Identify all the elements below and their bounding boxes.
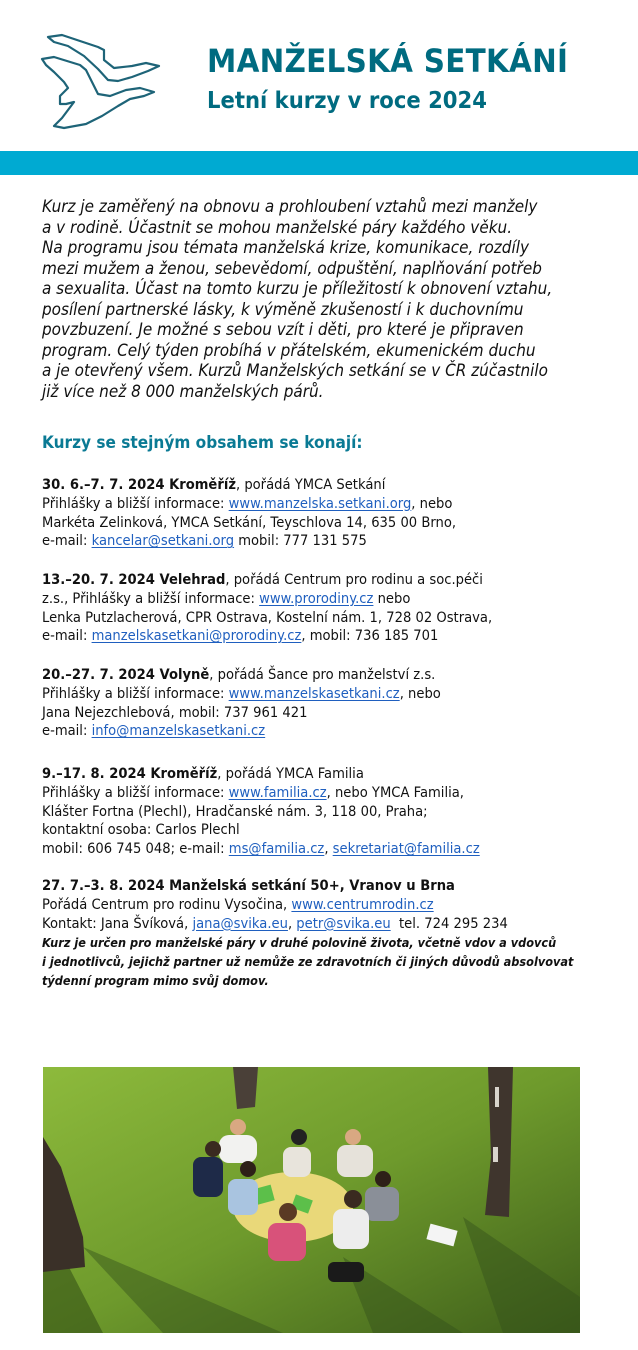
events-heading: Kurzy se stejným obsahem se konají: bbox=[42, 433, 363, 452]
separator: , bbox=[324, 840, 333, 858]
intro-line: a v rodině. Účastnit se mohou manželské páry každého věku. bbox=[42, 217, 513, 237]
event-note-line: Kurz je určen pro manželské páry v druhé polovině života, včetně vdov a vdovců bbox=[42, 935, 557, 951]
event-volyne bbox=[42, 666, 441, 741]
email-label: e-mail: bbox=[42, 532, 92, 550]
text: , nebo bbox=[399, 684, 441, 702]
event-phone: mobil: 606 745 048; e-mail: bbox=[42, 840, 229, 858]
intro-line: Na programu jsou témata manželská krize, komunikace, rozdíly bbox=[42, 238, 529, 257]
event-velehrad bbox=[42, 571, 492, 646]
event-email-link[interactable]: kancelar@setkani.org bbox=[91, 532, 235, 550]
text: , nebo YMCA Familia, bbox=[326, 783, 464, 801]
event-contact: Jana Nejezchlebová, mobil: 737 961 421 bbox=[42, 703, 308, 721]
event-date-place: 9.–17. 8. 2024 Kroměříž bbox=[42, 765, 218, 782]
intro-line: již více než 8 000 manželských párů. bbox=[42, 381, 324, 401]
intro-line: mezi mužem a ženou, sebevědomí, odpuštění, naplňování potřeb bbox=[42, 258, 542, 278]
event-organizer: , pořádá Šance pro manželství z.s. bbox=[209, 666, 436, 683]
event-email-link-secondary[interactable]: sekretariat@familia.cz bbox=[332, 840, 480, 858]
page-title: MANŽELSKÁ SETKÁNÍ bbox=[207, 42, 569, 80]
event-email-link[interactable]: jana@svika.eu bbox=[192, 914, 288, 932]
event-organizer: Pořádá Centrum pro rodinu Vysočina, bbox=[42, 895, 292, 913]
event-organizer: , pořádá YMCA Setkání bbox=[235, 476, 386, 493]
event-email-link[interactable]: manzelskasetkani@prorodiny.cz bbox=[91, 627, 302, 645]
event-phone: , mobil: 736 185 701 bbox=[301, 627, 439, 645]
photo-illustration bbox=[43, 1067, 580, 1333]
event-website-link[interactable]: www.centrumrodin.cz bbox=[291, 895, 434, 913]
event-kromeriz-setkani bbox=[42, 476, 456, 551]
event-note-line: týdenní program mimo svůj domov. bbox=[42, 973, 269, 989]
two-doves-outline-icon bbox=[40, 30, 170, 135]
intro-line: a sexualita. Účast na tomto kurzu je příležitostí k obnovení vztahu, bbox=[42, 279, 553, 298]
intro-line: a je otevřený všem. Kurzů Manželských setkání se v ČR zúčastnilo bbox=[42, 361, 548, 380]
event-date-place: 30. 6.–7. 7. 2024 Kroměříž bbox=[42, 476, 236, 493]
event-date-place: 27. 7.–3. 8. 2024 Manželská setkání 50+, Vranov u Brna bbox=[42, 877, 455, 894]
separator: , bbox=[287, 914, 297, 932]
info-label: z.s., Přihlášky a bližší informace: bbox=[42, 589, 260, 607]
intro-paragraph bbox=[42, 197, 619, 402]
event-organizer: , pořádá YMCA Familia bbox=[217, 765, 364, 782]
event-email-link[interactable]: ms@familia.cz bbox=[228, 840, 325, 858]
event-note-line: i jednotlivců, jejichž partner už nemůže ze zdravotních či jiných důvodů absolvovat bbox=[42, 954, 574, 970]
text: , nebo bbox=[411, 494, 453, 512]
event-email-link-secondary[interactable]: petr@svika.eu bbox=[296, 914, 391, 932]
event-address: Klášter Fortna (Plechl), Hradčanské nám. 3, 118 00, Praha; bbox=[42, 802, 428, 820]
intro-line: program. Celý týden probíhá v přátelském, ekumenickém duchu bbox=[42, 340, 536, 360]
info-label: Přihlášky a bližší informace: bbox=[42, 783, 229, 801]
info-label: Přihlášky a bližší informace: bbox=[42, 494, 229, 512]
email-label: e-mail: bbox=[42, 627, 92, 645]
event-website-link[interactable]: www.manzelska.setkani.org bbox=[228, 494, 412, 512]
event-kromeriz-familia bbox=[42, 765, 480, 859]
event-date-place: 20.–27. 7. 2024 Volyně bbox=[42, 666, 210, 683]
event-website-link[interactable]: www.manzelskasetkani.cz bbox=[228, 684, 400, 702]
info-label: Přihlášky a bližší informace: bbox=[42, 684, 229, 702]
group-picnic-photo bbox=[43, 1067, 580, 1333]
header bbox=[0, 0, 638, 150]
text: nebo bbox=[373, 589, 411, 607]
event-contact-person: kontaktní osoba: Carlos Plechl bbox=[42, 821, 240, 839]
intro-line: Kurz je zaměřený na obnovu a prohloubení vztahů mezi manžely bbox=[42, 197, 538, 216]
event-vranov-50plus bbox=[42, 877, 573, 990]
intro-line: povzbuzení. Je možné s sebou vzít i děti, pro které je připraven bbox=[42, 320, 524, 339]
event-website-link[interactable]: www.prorodiny.cz bbox=[259, 589, 374, 607]
event-contact: Kontakt: Jana Švíková, bbox=[42, 914, 193, 932]
page-subtitle: Letní kurzy v roce 2024 bbox=[207, 88, 487, 114]
event-address: Markéta Zelinková, YMCA Setkání, Teyschlova 14, 635 00 Brno, bbox=[42, 513, 457, 531]
event-phone: tel. 724 295 234 bbox=[390, 914, 508, 932]
event-organizer: , pořádá Centrum pro rodinu a soc.péči bbox=[225, 571, 483, 588]
email-label: e-mail: bbox=[42, 722, 92, 740]
event-website-link[interactable]: www.familia.cz bbox=[228, 783, 327, 801]
event-email-link[interactable]: info@manzelskasetkani.cz bbox=[91, 722, 266, 740]
event-phone: mobil: 777 131 575 bbox=[234, 532, 367, 550]
header-band bbox=[0, 151, 638, 175]
intro-line: posílení partnerské lásky, k výměně zkušeností i k duchovnímu bbox=[42, 299, 524, 319]
event-address: Lenka Putzlacherová, CPR Ostrava, Kostelní nám. 1, 728 02 Ostrava, bbox=[42, 608, 493, 626]
event-date-place: 13.–20. 7. 2024 Velehrad bbox=[42, 571, 226, 588]
